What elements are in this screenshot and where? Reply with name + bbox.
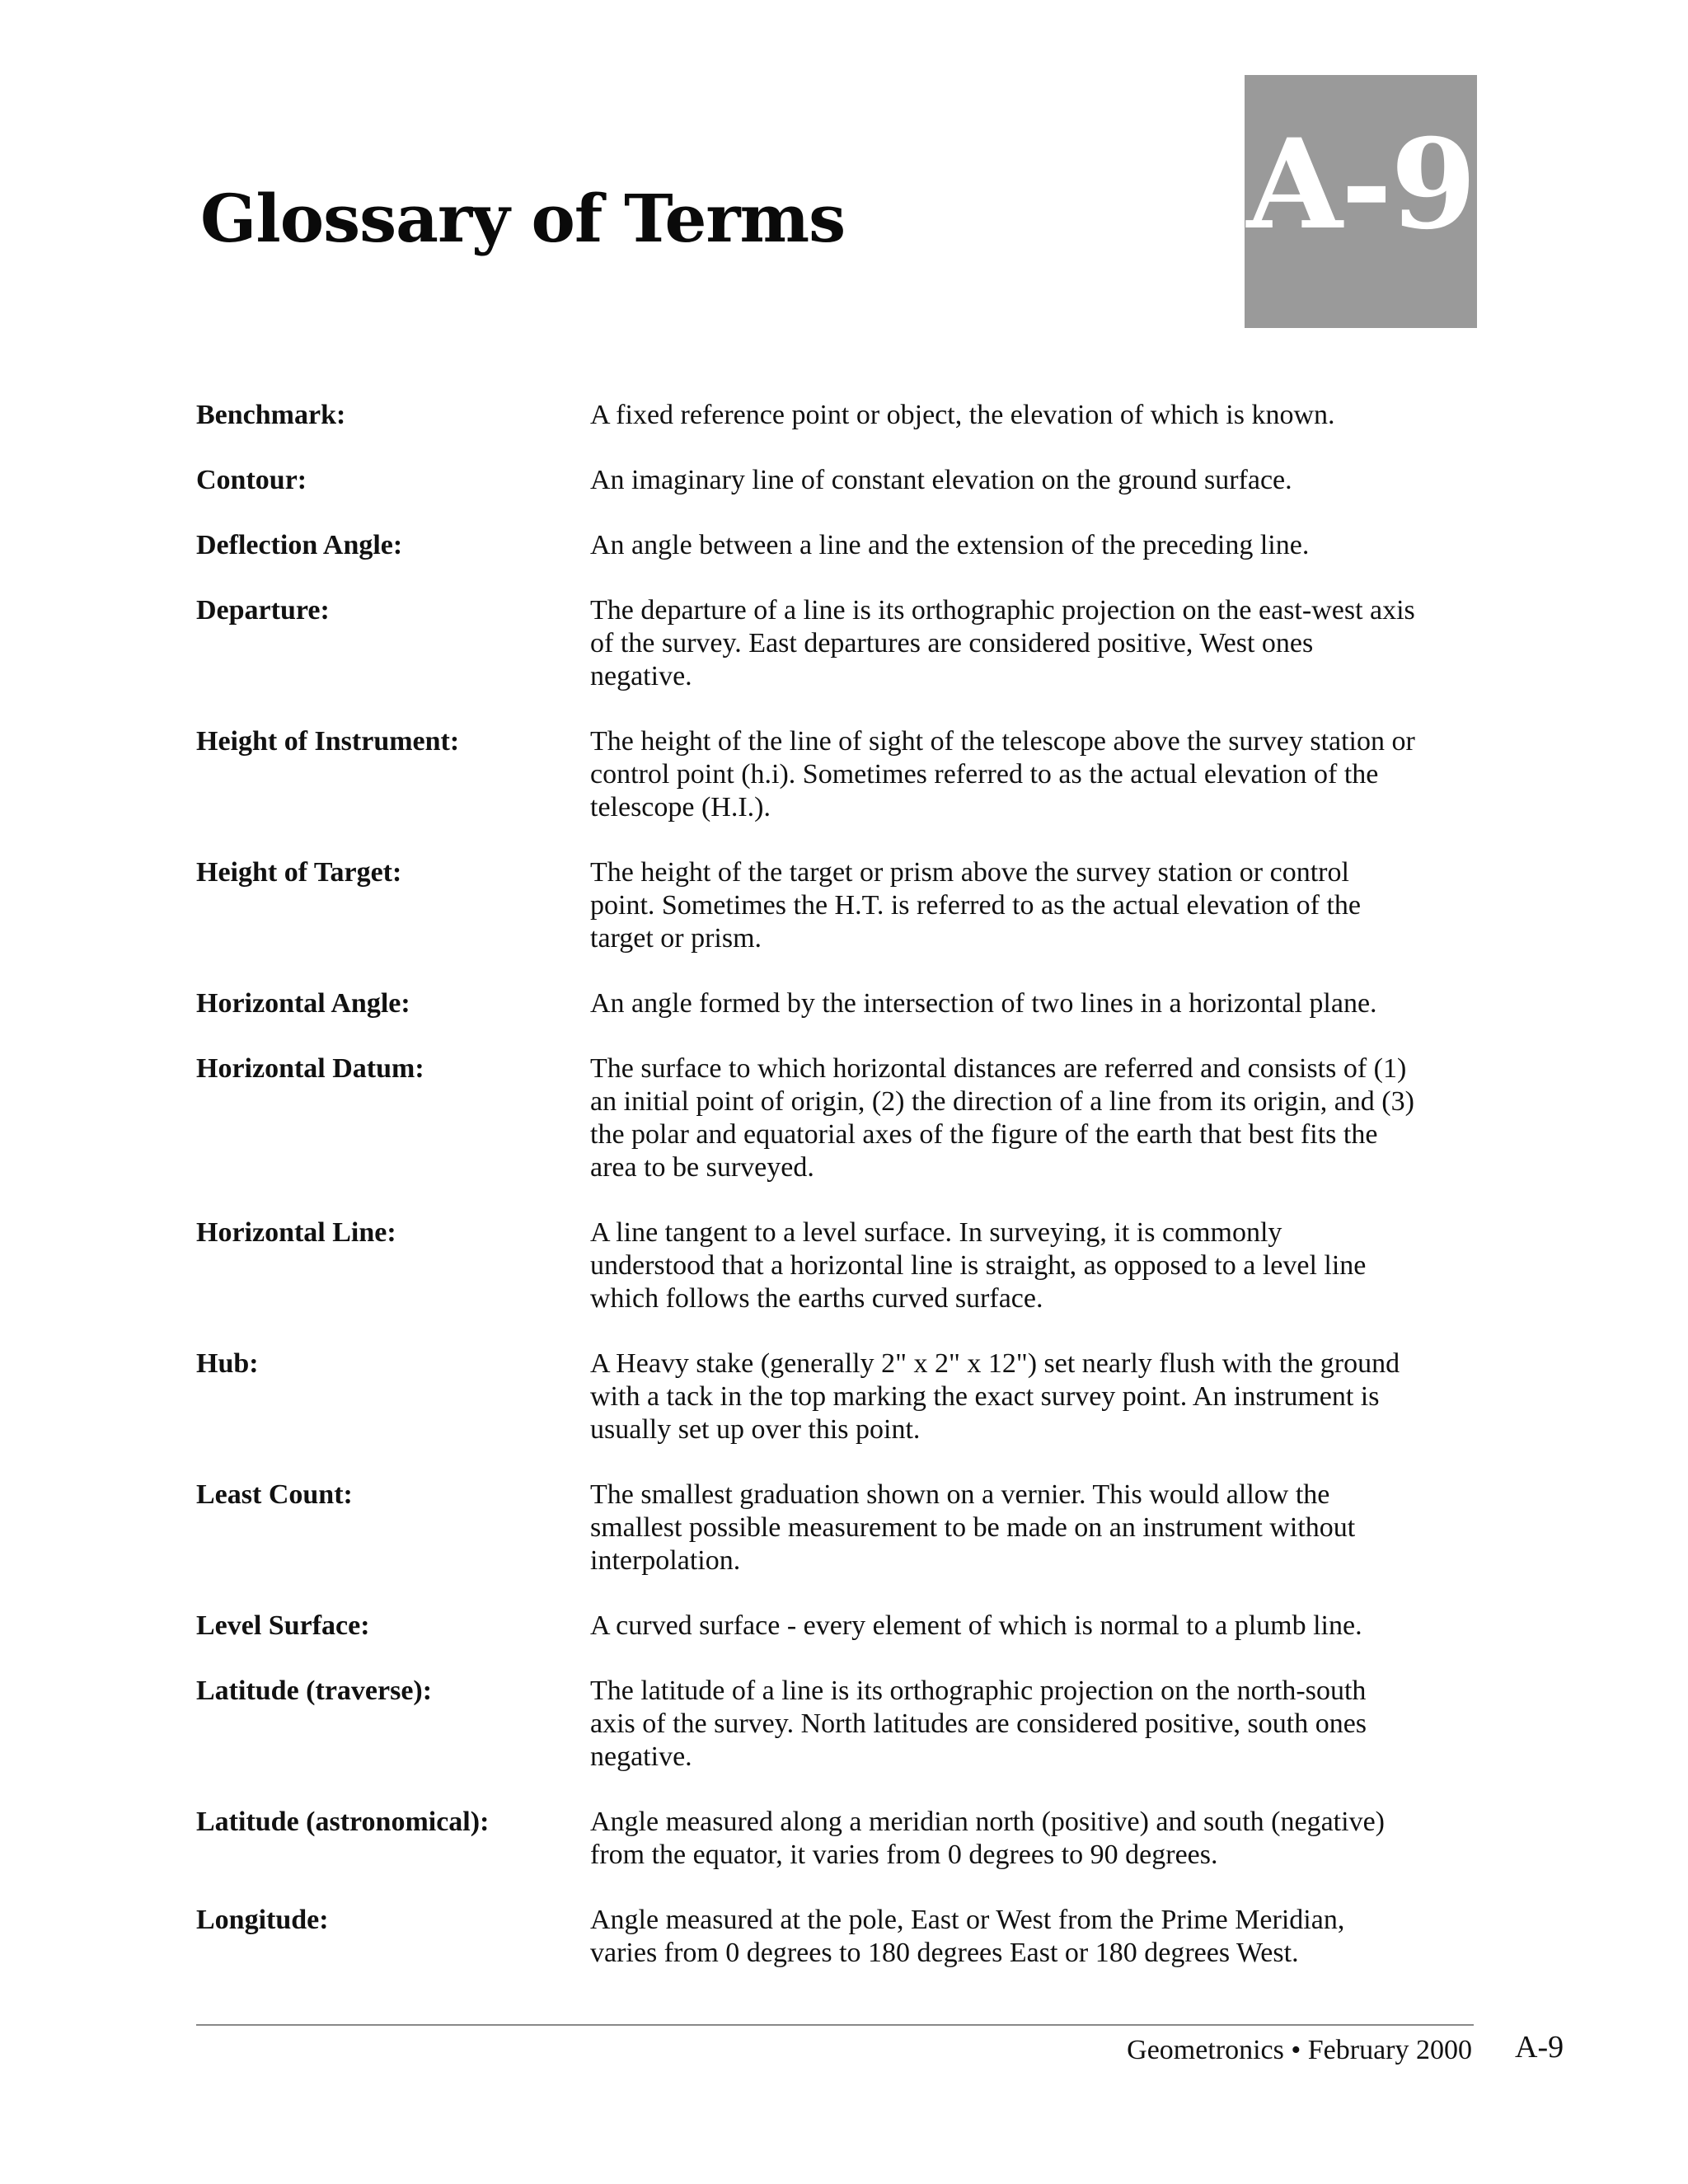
glossary-entry	[196, 464, 1482, 497]
page-title: Glossary of Terms	[200, 180, 846, 257]
glossary-term: Horizontal Line:	[196, 1217, 396, 1248]
glossary-definition: An angle between a line and the extension of the preceding line.	[590, 530, 1310, 560]
glossary-term: Latitude (traverse):	[196, 1675, 433, 1706]
glossary-definition: The latitude of a line is its orthographic projection on the north-south axis of the survey. North latitudes are considered positive, south ones negative.	[590, 1675, 1367, 1772]
glossary-entry	[196, 399, 1482, 432]
glossary-entry	[196, 1675, 1482, 1774]
footer-divider	[196, 2024, 1474, 2026]
chapter-badge	[1245, 75, 1477, 328]
glossary-definition: An angle formed by the intersection of two lines in a horizontal plane.	[590, 988, 1377, 1019]
glossary-definition: Angle measured at the pole, East or West from the Prime Meridian, varies from 0 degrees to 180 degrees East or 180 degrees West.	[590, 1905, 1345, 1968]
chapter-badge-label: A-9	[1246, 112, 1475, 257]
glossary-definition: The height of the line of sight of the telescope above the survey station or control point (h.i). Sometimes referred to as the actual elevation of the telescope (H.I.).	[590, 726, 1415, 823]
glossary-definition: The surface to which horizontal distances are referred and consists of (1) an initial point of origin, (2) the direction of a line from its origin, and (3) the polar and equatorial axes of the figure of the earth that best fits the area to be surveyed.	[590, 1053, 1414, 1183]
glossary-term: Departure:	[196, 595, 330, 626]
glossary-entry	[196, 1479, 1482, 1577]
glossary-term: Benchmark:	[196, 400, 346, 430]
glossary-term: Height of Target:	[196, 857, 402, 888]
glossary-entry	[196, 594, 1482, 693]
footer-publication: Geometronics • February 2000	[1127, 2035, 1472, 2065]
footer-page-number: A-9	[1515, 2030, 1564, 2064]
glossary-definition: A Heavy stake (generally 2" x 2" x 12") set nearly flush with the ground with a tack in the top marking the exact survey point. An instrument is usually set up over this point.	[590, 1348, 1400, 1445]
glossary-definition: An imaginary line of constant elevation on the ground surface.	[590, 465, 1292, 495]
glossary-term: Deflection Angle:	[196, 530, 403, 560]
glossary-definition: The height of the target or prism above the survey station or control point. Sometimes the H.T. is referred to as the actual elevation of the target or prism.	[590, 857, 1362, 954]
glossary-term: Longitude:	[196, 1905, 329, 1935]
glossary-entry	[196, 1610, 1482, 1643]
glossary-term: Least Count:	[196, 1479, 353, 1510]
glossary-definition: The departure of a line is its orthographic projection on the east-west axis of the survey. East departures are considered positive, West ones negative.	[590, 595, 1415, 691]
glossary-term: Latitude (astronomical):	[196, 1807, 490, 1837]
glossary-entry	[196, 987, 1482, 1020]
glossary-definition: A curved surface - every element of which is normal to a plumb line.	[590, 1610, 1362, 1641]
glossary-entry	[196, 856, 1482, 955]
glossary-definition: A fixed reference point or object, the elevation of which is known.	[590, 400, 1335, 430]
glossary-term: Level Surface:	[196, 1610, 370, 1641]
glossary-list	[196, 399, 1482, 2002]
glossary-entry	[196, 1216, 1482, 1315]
glossary-term: Horizontal Datum:	[196, 1053, 424, 1084]
glossary-entry	[196, 1052, 1482, 1184]
glossary-entry	[196, 529, 1482, 562]
glossary-term: Contour:	[196, 465, 307, 495]
glossary-definition: A line tangent to a level surface. In surveying, it is commonly understood that a horizontal line is straight, as opposed to a level line which follows the earths curved surface.	[590, 1217, 1367, 1314]
glossary-term: Horizontal Angle:	[196, 988, 410, 1019]
glossary-term: Height of Instrument:	[196, 726, 460, 757]
glossary-entry	[196, 1904, 1482, 1970]
glossary-definition: The smallest graduation shown on a vernier. This would allow the smallest possible measurement to be made on an instrument without interpolation.	[590, 1479, 1356, 1576]
glossary-definition: Angle measured along a meridian north (positive) and south (negative) from the equator, it varies from 0 degrees to 90 degrees.	[590, 1807, 1385, 1870]
glossary-entry	[196, 1347, 1482, 1446]
glossary-entry	[196, 725, 1482, 824]
glossary-entry	[196, 1806, 1482, 1872]
glossary-term: Hub:	[196, 1348, 259, 1379]
